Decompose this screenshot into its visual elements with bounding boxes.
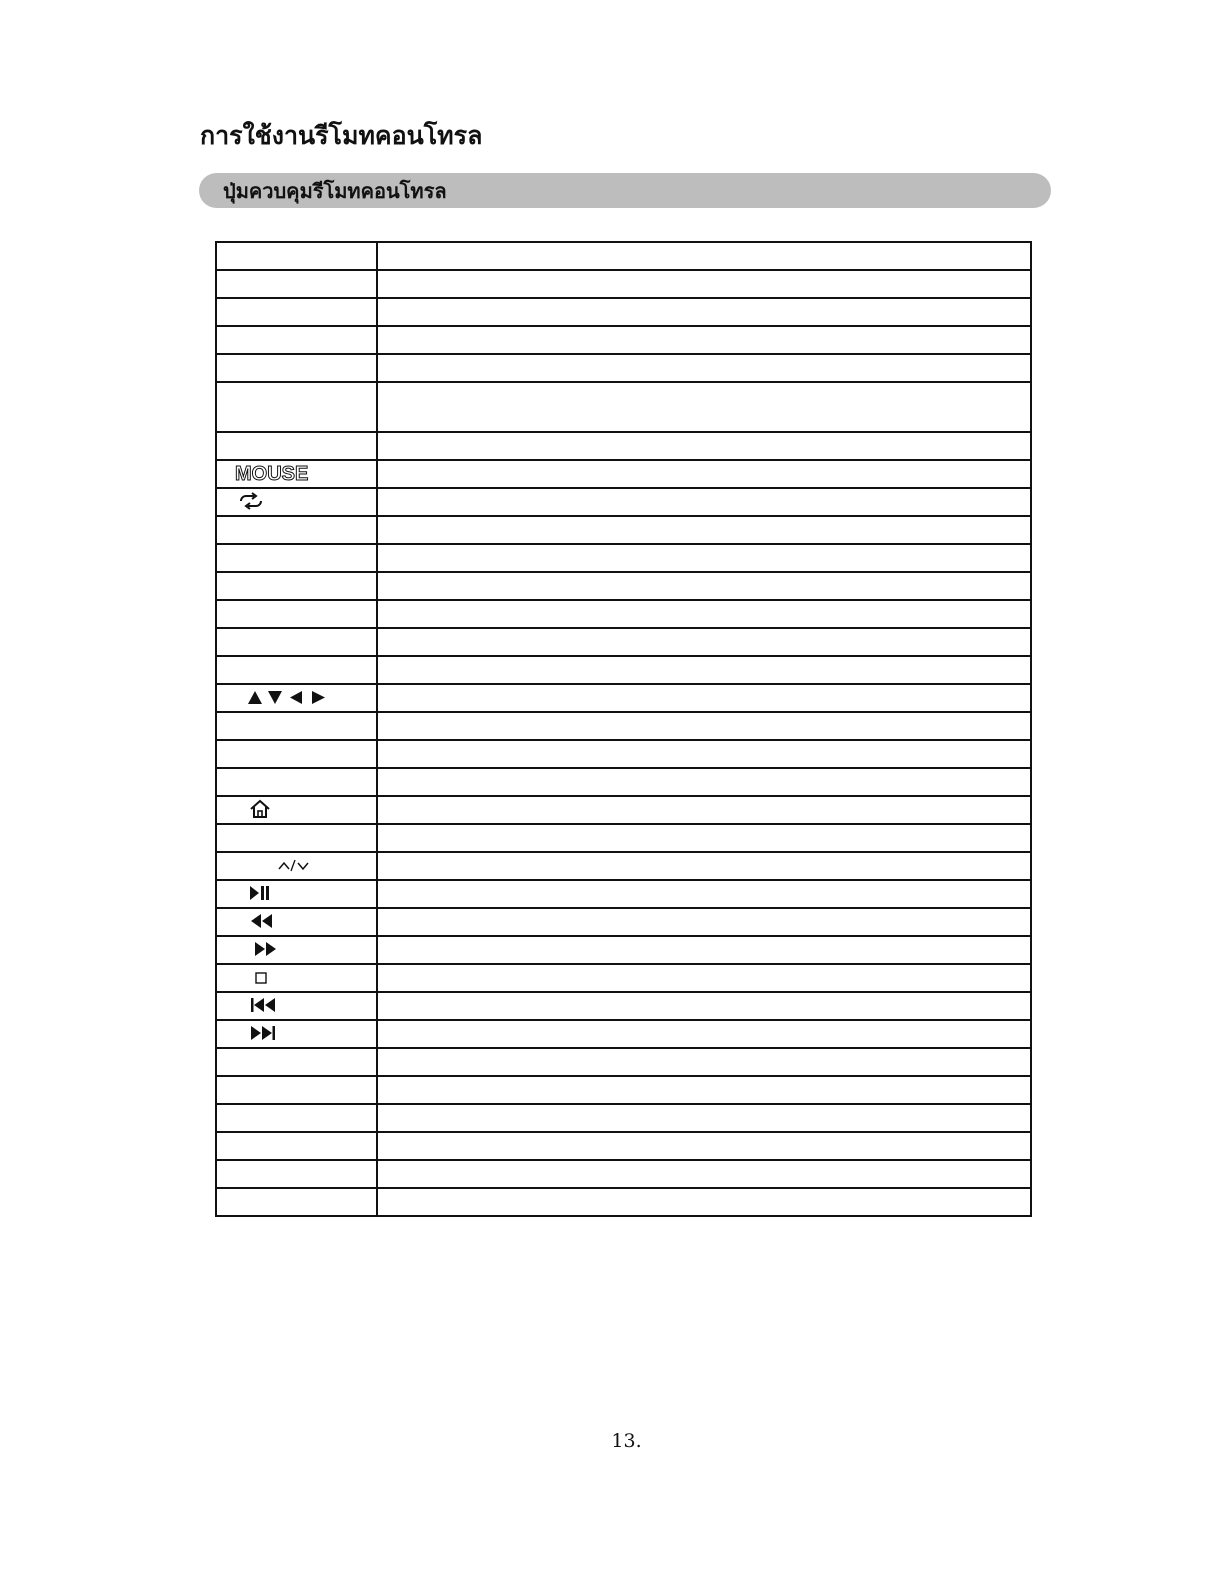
description-cell <box>377 1188 1031 1216</box>
key-cell <box>216 270 377 298</box>
key-cell <box>216 1048 377 1076</box>
description-cell <box>377 1020 1031 1048</box>
table-row <box>216 1104 1031 1132</box>
page-title: การใช้งานรีโมทคอนโทรล <box>200 121 483 150</box>
key-cell <box>216 382 377 432</box>
description-cell <box>377 326 1031 354</box>
key-cell <box>216 992 377 1020</box>
key-cell <box>216 768 377 796</box>
table-row <box>216 600 1031 628</box>
table-row <box>216 572 1031 600</box>
table-row <box>216 544 1031 572</box>
key-cell <box>216 964 377 992</box>
key-cell <box>216 656 377 684</box>
key-cell <box>216 936 377 964</box>
mouse-text-icon: MOUSE <box>235 462 309 485</box>
key-cell <box>216 432 377 460</box>
key-cell <box>216 488 377 516</box>
table-row <box>216 852 1031 880</box>
description-cell <box>377 1104 1031 1132</box>
table-row <box>216 1048 1031 1076</box>
key-cell <box>216 1188 377 1216</box>
home-icon <box>249 799 271 822</box>
key-cell <box>216 298 377 326</box>
description-cell <box>377 712 1031 740</box>
description-cell <box>377 516 1031 544</box>
table-row <box>216 1076 1031 1104</box>
key-cell <box>216 1076 377 1104</box>
key-cell <box>216 1020 377 1048</box>
table-row <box>216 740 1031 768</box>
table-row <box>216 936 1031 964</box>
key-cell <box>216 1160 377 1188</box>
stop-icon <box>255 971 267 987</box>
description-cell <box>377 488 1031 516</box>
description-cell <box>377 768 1031 796</box>
table-row <box>216 488 1031 516</box>
table-row <box>216 768 1031 796</box>
rewind-icon <box>250 913 274 932</box>
table-row <box>216 242 1031 270</box>
key-cell <box>216 242 377 270</box>
table-row <box>216 354 1031 382</box>
table-row <box>216 432 1031 460</box>
key-cell <box>216 326 377 354</box>
description-cell <box>377 572 1031 600</box>
table-row <box>216 880 1031 908</box>
table-row <box>216 382 1031 432</box>
description-cell <box>377 852 1031 880</box>
key-cell <box>216 740 377 768</box>
repeat-icon <box>237 492 265 513</box>
description-cell <box>377 936 1031 964</box>
key-cell <box>216 516 377 544</box>
description-cell <box>377 544 1031 572</box>
description-cell <box>377 964 1031 992</box>
table-row <box>216 908 1031 936</box>
table-row <box>216 964 1031 992</box>
key-cell <box>216 880 377 908</box>
description-cell <box>377 1132 1031 1160</box>
table-row <box>216 796 1031 824</box>
description-cell <box>377 600 1031 628</box>
key-cell <box>216 354 377 382</box>
description-cell <box>377 908 1031 936</box>
key-cell <box>216 544 377 572</box>
table-row <box>216 298 1031 326</box>
key-cell <box>216 460 377 488</box>
key-cell <box>216 572 377 600</box>
description-cell <box>377 1076 1031 1104</box>
description-cell <box>377 382 1031 432</box>
page-number: 13. <box>611 1430 642 1452</box>
table-row <box>216 712 1031 740</box>
skip-next-icon <box>250 1025 276 1044</box>
description-cell <box>377 242 1031 270</box>
description-cell <box>377 628 1031 656</box>
key-cell <box>216 796 377 824</box>
table-row <box>216 516 1031 544</box>
section-heading: ปุ่มควบคุมรีโมทคอนโทรล <box>223 179 447 203</box>
key-cell <box>216 628 377 656</box>
table-row <box>216 684 1031 712</box>
key-cell <box>216 908 377 936</box>
key-cell <box>216 824 377 852</box>
key-cell <box>216 1132 377 1160</box>
description-cell <box>377 460 1031 488</box>
description-cell <box>377 1048 1031 1076</box>
description-cell <box>377 1160 1031 1188</box>
key-cell <box>216 600 377 628</box>
fast-forward-icon <box>253 941 277 960</box>
table-row <box>216 326 1031 354</box>
chevron-up-down-icon <box>277 858 311 875</box>
description-cell <box>377 796 1031 824</box>
description-cell <box>377 656 1031 684</box>
table-row <box>216 1188 1031 1216</box>
description-cell <box>377 432 1031 460</box>
description-cell <box>377 270 1031 298</box>
key-cell <box>216 852 377 880</box>
description-cell <box>377 880 1031 908</box>
description-cell <box>377 354 1031 382</box>
table-row <box>216 628 1031 656</box>
table-row <box>216 1132 1031 1160</box>
table-row <box>216 656 1031 684</box>
description-cell <box>377 298 1031 326</box>
description-cell <box>377 684 1031 712</box>
table-row <box>216 460 1031 488</box>
section-heading-banner <box>199 173 1051 208</box>
table-row <box>216 992 1031 1020</box>
table-row <box>216 1020 1031 1048</box>
table-row <box>216 1160 1031 1188</box>
description-cell <box>377 740 1031 768</box>
key-cell <box>216 1104 377 1132</box>
key-cell <box>216 712 377 740</box>
remote-key-table <box>215 241 1032 1217</box>
arrow-keys-icon <box>247 689 331 708</box>
play-pause-icon <box>249 885 271 904</box>
table-row <box>216 270 1031 298</box>
description-cell <box>377 824 1031 852</box>
skip-previous-icon <box>250 997 276 1016</box>
key-cell <box>216 684 377 712</box>
description-cell <box>377 992 1031 1020</box>
table-row <box>216 824 1031 852</box>
